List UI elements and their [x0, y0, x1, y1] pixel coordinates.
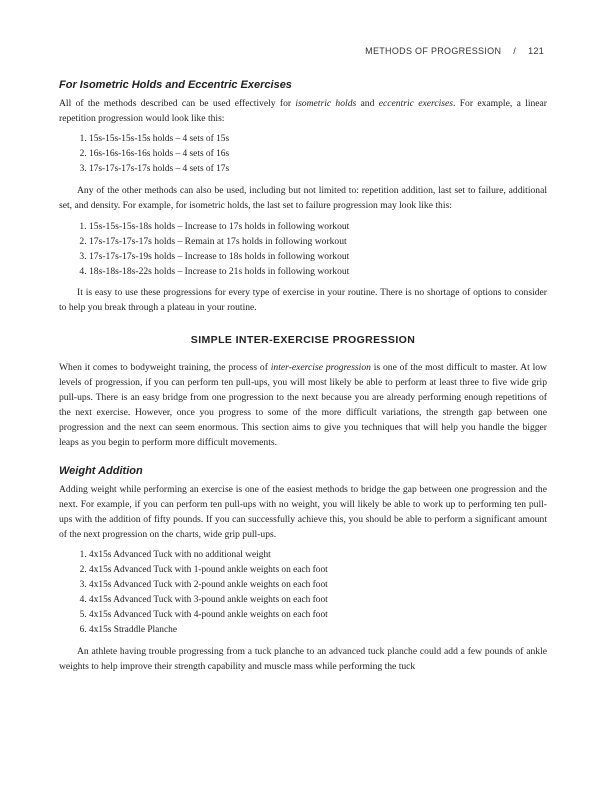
- page-body: [59, 78, 547, 674]
- list-item: 2. 17s-17s-17s-17s holds – Remain at 17s holds in following workout: [89, 234, 547, 249]
- list-item: 4. 4x15s Advanced Tuck with 3-pound ankle weights on each foot: [89, 593, 547, 608]
- isometric-intro-paragraph: All of the methods described can be used effectively for isometric holds and eccentric exercises. For example, a linear repetition progression would look like this:: [59, 98, 547, 124]
- inter-exercise-heading: SIMPLE INTER-EXERCISE PROGRESSION: [190, 334, 416, 346]
- weight-addition-paragraph: Adding weight while performing an exercise is one of the easiest methods to bridge the gap between one progression and the next. For example, if you can perform ten pull-ups with no weight, you will likely be able to work up to performing ten pull-ups with the addition of fifty pounds. If you can successfully achieve this, you should be able to perform a significant amount of the next progression on the charts, wide grip pull-ups.: [59, 484, 547, 540]
- list-item: 3. 4x15s Advanced Tuck with 2-pound ankle weights on each foot: [89, 578, 547, 593]
- list-item: 1. 15s-15s-15s-15s holds – 4 sets of 15s: [89, 132, 547, 147]
- list-item: 5. 4x15s Advanced Tuck with 4-pound ankle weights on each foot: [89, 608, 547, 623]
- list-item: 1. 4x15s Advanced Tuck with no additional weight: [89, 548, 547, 563]
- linear-progression-list: [59, 132, 547, 177]
- list-item: 6. 4x15s Straddle Planche: [89, 623, 547, 638]
- running-header: [365, 46, 544, 56]
- list-item: 1. 15s-15s-15s-18s holds – Increase to 17s holds in following workout: [89, 219, 547, 234]
- easy-to-use-paragraph: It is easy to use these progressions for every type of exercise in your routine. There is no shortage of options to consider to help you break through a plateau in your routine.: [59, 287, 547, 313]
- header-separator: /: [513, 46, 517, 56]
- weight-addition-list: [59, 548, 547, 638]
- list-item: 2. 16s-16s-16s-16s holds – 4 sets of 16s: [89, 147, 547, 162]
- inter-exercise-paragraph: When it comes to bodyweight training, the process of inter-exercise progression is one of the most difficult to master. At low levels of progression, if you can perform ten pull-ups, you will most likely be able to perform at least three to five wide grip pull-ups. There is an easy bridge from one progression to the next because you are already performing enough repetitions of the next exercise. However, once you progress to some of the more difficult variations, the strength gap between one progression and the next can seem enormous. This section aims to give you techniques that will help you handle the bigger leaps as you begin to perform more difficult movements.: [59, 362, 547, 448]
- other-methods-paragraph: Any of the other methods can also be used, including but not limited to: repetition addition, last set to failure, additional set, and density. For example, for isometric holds, the last set to failure progression may look like this:: [59, 185, 547, 211]
- failure-progression-list: [59, 219, 547, 279]
- list-item: 3. 17s-17s-17s-17s holds – 4 sets of 17s: [89, 162, 547, 177]
- isometric-holds-heading: For Isometric Holds and Eccentric Exercises: [59, 79, 292, 91]
- planche-paragraph: An athlete having trouble progressing from a tuck planche to an advanced tuck planche could add a few pounds of ankle weights to help improve their strength capability and muscle mass while performing the tuck: [59, 646, 547, 672]
- running-title: METHODS OF PROGRESSION: [365, 46, 502, 56]
- list-item: 4. 18s-18s-18s-22s holds – Increase to 21s holds in following workout: [89, 264, 547, 279]
- weight-addition-heading: Weight Addition: [59, 465, 143, 477]
- list-item: 2. 4x15s Advanced Tuck with 1-pound ankle weights on each foot: [89, 563, 547, 578]
- page-number: 121: [528, 46, 544, 56]
- list-item: 3. 17s-17s-17s-19s holds – Increase to 18s holds in following workout: [89, 249, 547, 264]
